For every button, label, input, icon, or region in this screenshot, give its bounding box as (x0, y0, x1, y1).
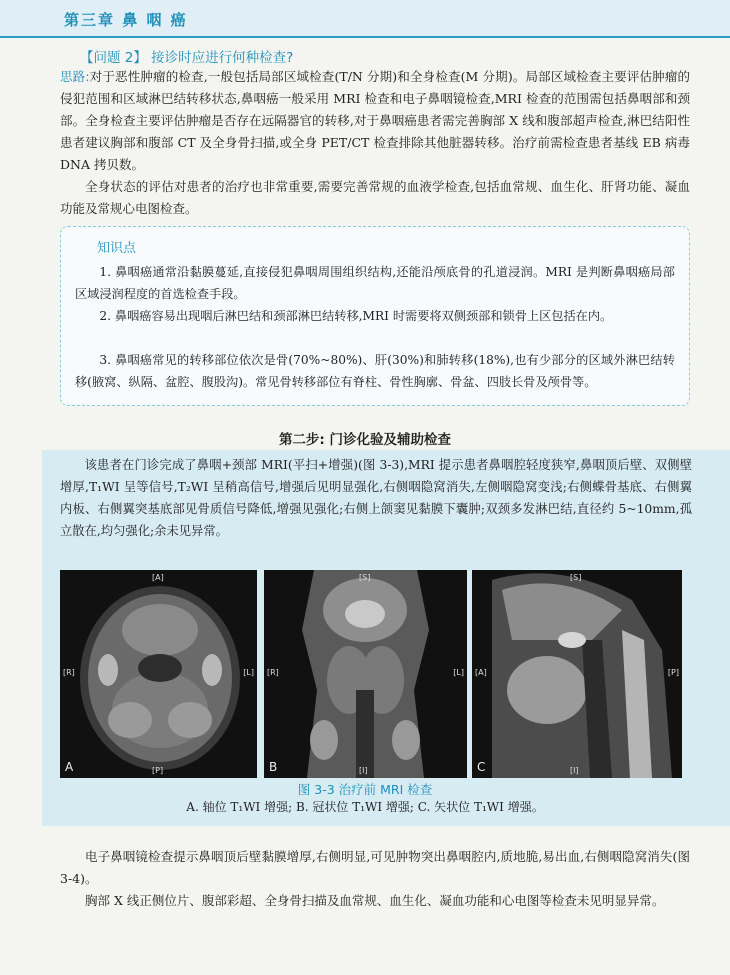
question-text: 对于恶性肿瘤的检查,一般包括局部区域检查(T/N 分期)和全身检查(M 分期)。局部区域检查主要评估肿瘤的侵犯范围和区域淋巴结转移状态,鼻咽癌一般采用 MRI 检查和电子鼻咽镜检查,MRI 检查的范围需包括鼻咽部和颈部。全身检查主要评估肿瘤是否存在远隔器官的转移,对于鼻咽癌患者需完善胸部 X 线和腹部超声检查,淋巴结阳性患者建议胸部和腹部 CT 及全身骨扫描,或全身 PET/CT 检查排除其他脏器转移。治疗前需检查患者基线 EB 病毒 DNA 拷贝数。 (60, 69, 690, 172)
coronal-scan-graphic (264, 570, 467, 778)
orientation-label: [I] (570, 766, 579, 775)
mri-sagittal-image (472, 570, 682, 778)
orientation-label: [A] (152, 573, 164, 582)
orientation-label: [R] (63, 668, 75, 677)
step2-title: 第二步: 门诊化验及辅助检查 (278, 432, 452, 448)
orientation-label: [L] (453, 668, 464, 677)
knowledge-title: 知识点 (97, 241, 137, 256)
knowledge-item: 2. 鼻咽癌容易出现咽后淋巴结和颈部淋巴结转移,MRI 时需要将双侧颈部和锁骨上区包括在内。 (99, 309, 613, 323)
axial-scan-graphic (60, 570, 257, 778)
question-paragraph-1 (60, 66, 690, 176)
chapter-title: 第三章 鼻 咽 癌 (64, 11, 188, 29)
orientation-label: [L] (243, 668, 254, 677)
mri-axial-image (60, 570, 257, 778)
mri-coronal-image (264, 570, 467, 778)
panel-letter: C (477, 760, 486, 774)
knowledge-item: 3. 鼻咽癌常见的转移部位依次是骨(70%~80%)、肝(30%)和肺转移(18%),也有少部分的区域外淋巴结转移(腋窝、纵隔、盆腔、腹股沟)。常见骨转移部位有脊柱、骨性胸廓、骨盆、四肢长骨及颅骨等。 (75, 353, 675, 389)
page-header (0, 0, 730, 38)
figure-caption: A. 轴位 T₁WI 增强; B. 冠状位 T₁WI 增强; C. 矢状位 T₁WI 增强。 (186, 800, 544, 814)
sagittal-scan-graphic (472, 570, 682, 778)
endoscopy-paragraph: 电子鼻咽镜检查提示鼻咽顶后壁黏膜增厚,右侧明显,可见肿物突出鼻咽腔内,质地脆,易出血,右侧咽隐窝消失(图 3-4)。 (60, 849, 690, 886)
knowledge-item: 1. 鼻咽癌通常沿黏膜蔓延,直接侵犯鼻咽周围组织结构,还能沿颅底骨的孔道浸润。MRI 是判断鼻咽癌局部区域浸润程度的首选检查手段。 (75, 265, 675, 301)
panel-letter: A (65, 760, 74, 774)
question-title: 【问题 2】 接诊时应进行何种检查? (80, 50, 294, 66)
orientation-label: [I] (359, 766, 368, 775)
orientation-label: [A] (475, 668, 487, 677)
other-exams-paragraph: 胸部 X 线正侧位片、腹部彩超、全身骨扫描及血常规、血生化、凝血功能和心电图等检查未见明显异常。 (85, 893, 665, 908)
orientation-label: [P] (152, 766, 164, 775)
figure-title: 图 3-3 治疗前 MRI 检查 (297, 782, 433, 797)
case-paragraph: 该患者在门诊完成了鼻咽+颈部 MRI(平扫+增强)(图 3-3),MRI 提示患者鼻咽腔轻度狭窄,鼻咽顶后壁、双侧壁增厚,T₁WI 呈等信号,T₂WI 呈稍高信号,增强后见明显强化,右侧咽隐窝消失,左侧咽隐窝变浅;右侧蝶骨基底、右侧翼内板、右侧翼突基底部见骨质信号降低,增强见强化;右侧上颌窦见黏膜下囊肿;双颈多发淋巴结,直径约 5~10mm,孤立散在,均匀强化;余未见异常。 (60, 458, 692, 538)
orientation-label: [S] (359, 573, 371, 582)
orientation-label: [R] (267, 668, 279, 677)
thinking-lead: 思路: (60, 69, 90, 84)
orientation-label: [P] (667, 668, 679, 677)
panel-letter: B (269, 760, 278, 774)
orientation-label: [S] (570, 573, 582, 582)
question-paragraph-2: 全身状态的评估对患者的治疗也非常重要,需要完善常规的血液学检查,包括血常规、血生化、肝肾功能、凝血功能及常规心电图检查。 (60, 179, 690, 216)
knowledge-box (60, 226, 690, 406)
